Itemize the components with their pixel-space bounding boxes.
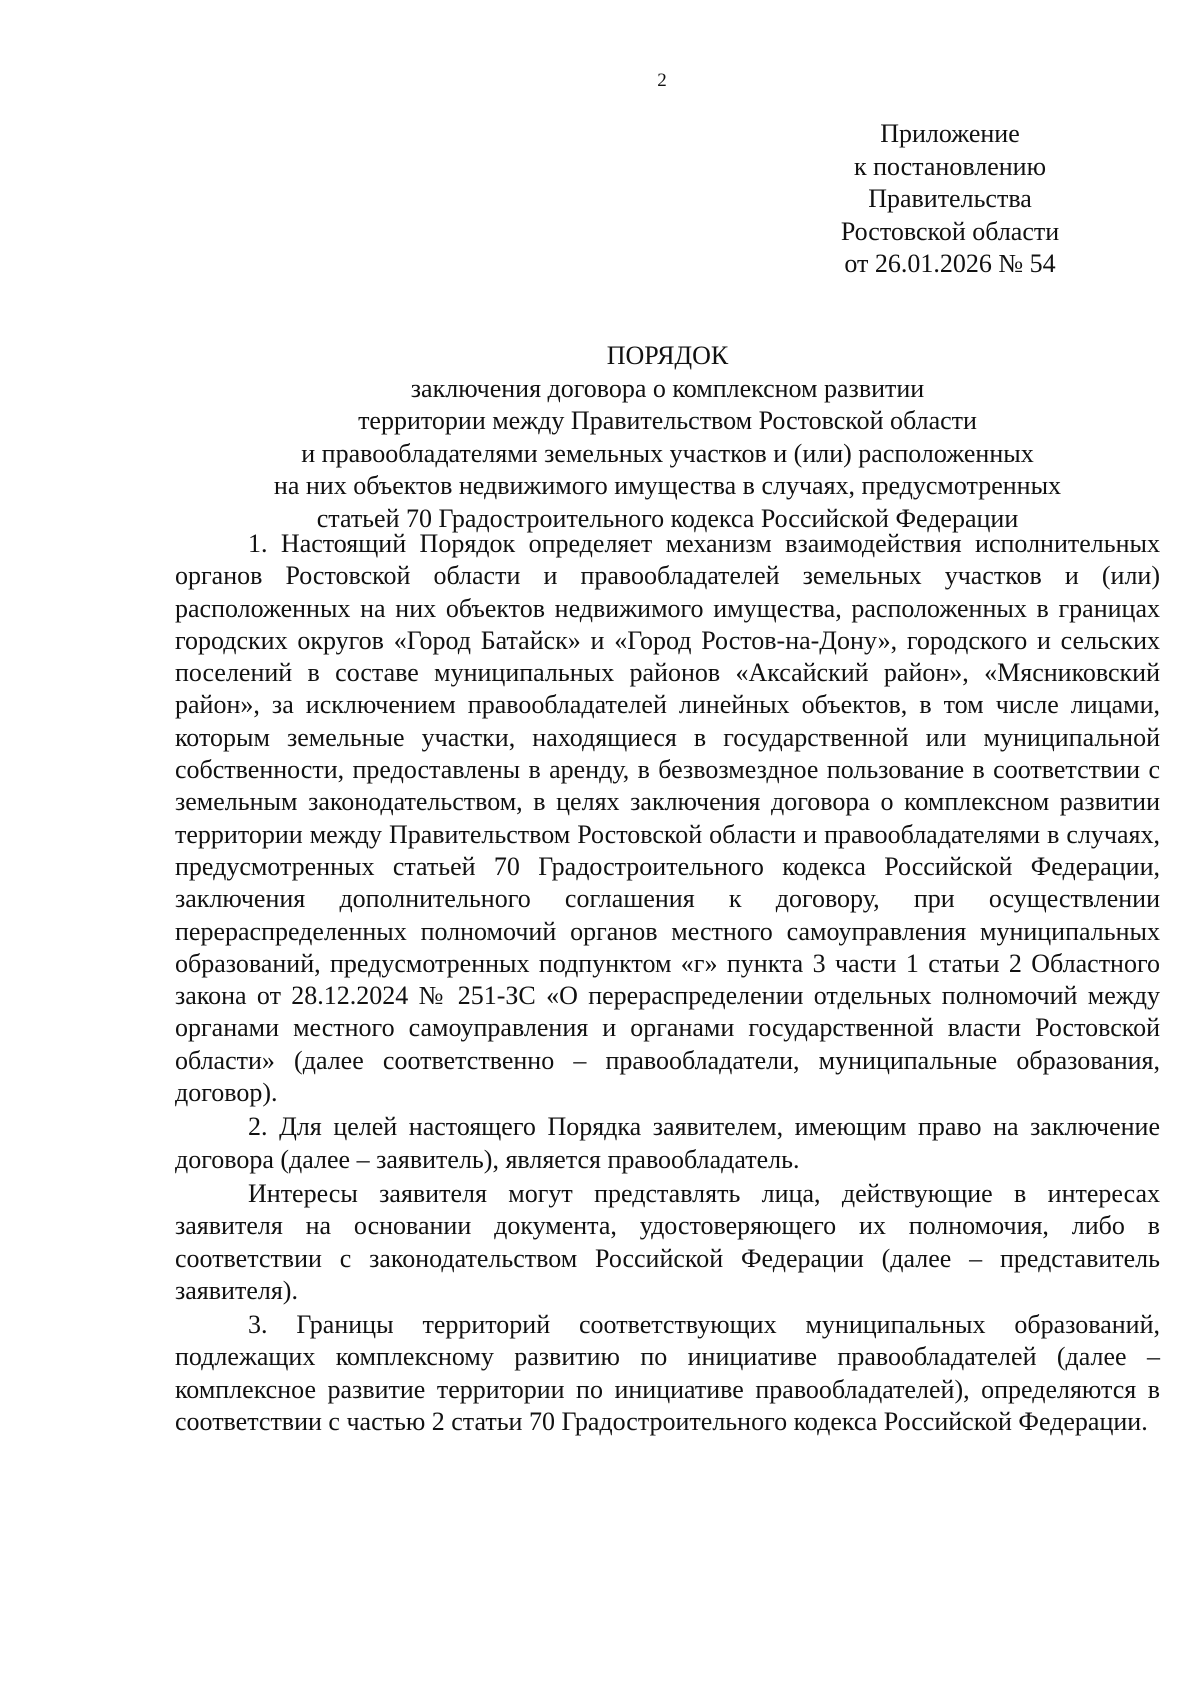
title-line: на них объектов недвижимого имущества в случаях, предусмотренных <box>273 471 1062 500</box>
appendix-line: от 26.01.2026 № 54 <box>844 249 1056 278</box>
title-line: и правообладателями земельных участков и (или) расположенных <box>301 438 1034 468</box>
paragraph-1: 1. Настоящий Порядок определяет механизм взаимодействия исполнительных органов Ростовской области и правообладателей земельных участков и (или) расположенных на них объектов недвижимого имущества, расположенных в границах городских округов «Город Батайск» и «Город Ростов-на-Дону», городского и сельских поселений в составе муниципальных районов «Аксайский район», «Мясниковский район», за исключением правообладателей линейных объектов, в том числе лицами, которым земельные участки, находящиеся в государственной или муниципальной собственности, предоставлены в аренду, в безвозмездное пользование в соответствии с земельным законодательством, в целях заключения договора о комплексном развитии территории между Правительством Ростовской области и правообладателями в случаях, предусмотренных статьей 70 Градостроительного кодекса Российской Федерации, заключения дополнительного соглашения к договору, при осуществлении перераспределенных полномочий органов местного самоуправления муниципальных образований, предусмотренных подпунктом «г» пункта 3 части 1 статьи 2 Областного закона от 28.12.2024 № 251-ЗС «О перераспределении отдельных полномочий между органами местного самоуправления и органами государственной власти Ростовской области» (далее соответственно – правообладатели, муниципальные образования, договор). <box>175 529 1160 1108</box>
page-number: 2 <box>657 70 667 91</box>
document-title <box>175 340 1160 535</box>
title-heading: ПОРЯДОК <box>606 341 729 370</box>
paragraph-3: 3. Границы территорий соответствующих муниципальных образований, подлежащих комплексному развитию по инициативе правообладателей (далее – комплексное развитие территории по инициативе правообладателей), определяются в соответствии с частью 2 статьи 70 Градостроительного кодекса Российской Федерации. <box>175 1310 1160 1437</box>
title-line: заключения договора о комплексном развитии <box>410 373 925 403</box>
paragraph-2-continued: Интересы заявителя могут представлять лица, действующие в интересах заявителя на основании документа, удостоверяющего их полномочия, либо в соответствии с законодательством Российской Федерации (далее – представитель заявителя). <box>175 1178 1160 1305</box>
paragraph-2: 2. Для целей настоящего Порядка заявителем, имеющим право на заключение договора (далее – заявитель), является правообладатель. <box>175 1112 1160 1174</box>
appendix-line: Приложение <box>880 119 1020 148</box>
title-line: территории между Правительством Ростовской области <box>358 406 977 435</box>
document-body <box>175 528 1160 1438</box>
appendix-block <box>780 118 1120 281</box>
appendix-line: к постановлению <box>853 151 1047 181</box>
title-line: статьей 70 Градостроительного кодекса Российской Федерации <box>316 503 1019 533</box>
appendix-line: Ростовской области <box>840 216 1060 246</box>
appendix-line: Правительства <box>868 184 1032 213</box>
